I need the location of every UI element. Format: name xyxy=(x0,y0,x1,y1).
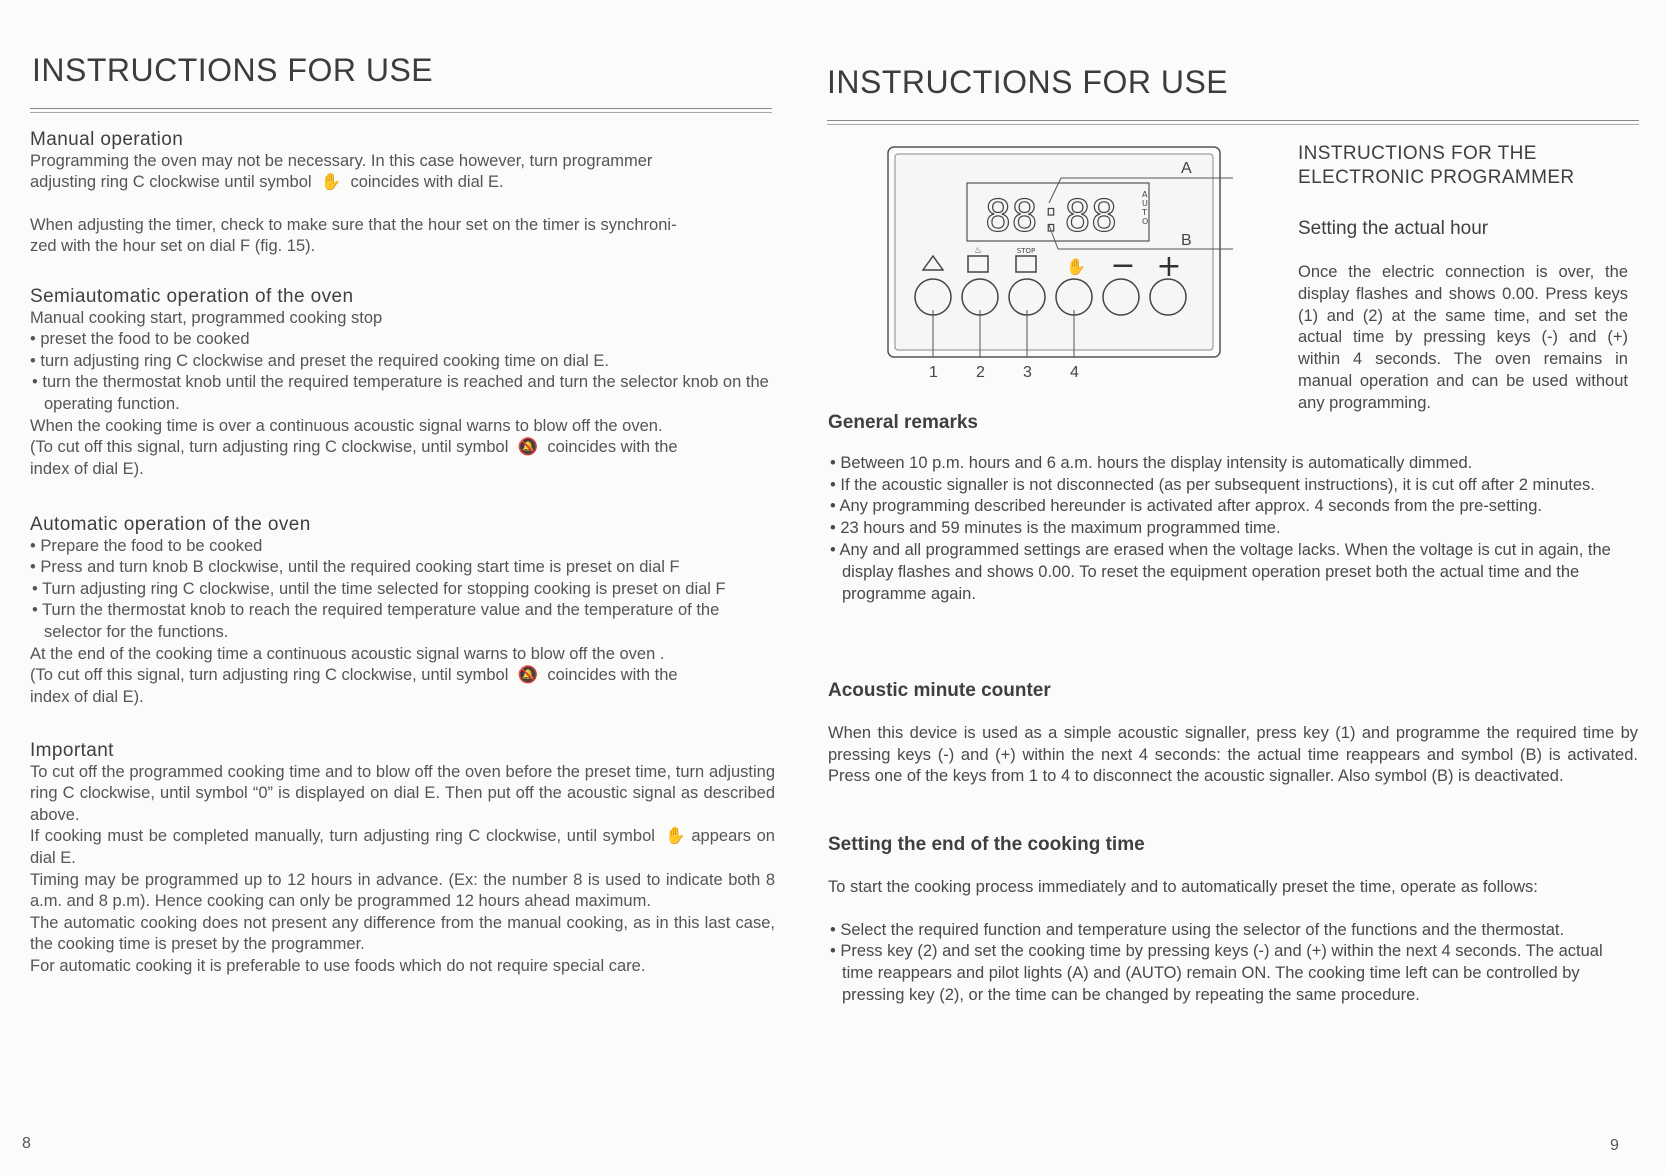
semi-sub: Manual cooking start, programmed cooking stop xyxy=(30,308,383,327)
page-title: INSTRUCTIONS FOR USE xyxy=(32,52,434,88)
endtime-bullet-1: • Select the required function and temperature using the selector of the functions and the thermostat. xyxy=(830,920,1565,939)
programmer-heading-1: INSTRUCTIONS FOR THE xyxy=(1298,143,1537,164)
programmer-sub: Setting the actual hour xyxy=(1298,218,1489,239)
title-rule xyxy=(827,120,1639,121)
auto-bullet-2: • Press and turn knob B clockwise, until the required cooking start time is preset on dial F xyxy=(30,558,680,577)
title-rule-thin xyxy=(827,124,1639,125)
manual-text-3: When adjusting the timer, check to make sure that the hour set on the timer is synchroni- xyxy=(30,215,677,234)
left-page xyxy=(0,0,800,1175)
auto-line-2a: (To cut off this signal, turn adjusting ring C clockwise, until symbol xyxy=(30,666,509,685)
programmer-text: Once the electric connection is over, the display flashes and shows 0.00. Press keys (1) and (2) at the same time, and set the actual time by pressing keys (-) and (+) within 4 seconds. The oven remains in manual operation and can be used without any programming. xyxy=(1298,263,1628,412)
programmer-heading-2: ELECTRONIC PROGRAMMER xyxy=(1298,167,1575,188)
important-section xyxy=(30,740,775,978)
label-a: A xyxy=(1181,160,1192,177)
section-heading: General remarks xyxy=(828,412,978,433)
important-text-5: For automatic cooking it is preferable to use foods which do not require special care. xyxy=(30,956,646,975)
semi-bullet-3: • turn the thermostat knob until the required temperature is reached and turn the selector knob on the operating function. xyxy=(32,373,769,413)
manual-text-2a: adjusting ring C clockwise until symbol xyxy=(30,173,312,192)
auto-line-2b: coincides with the xyxy=(547,666,678,685)
page-number: 9 xyxy=(1610,1137,1619,1154)
hand-symbol-icon: ✋ xyxy=(316,173,346,192)
important-text-2b: appears on dial E. xyxy=(30,827,775,867)
general-bullet-4: • 23 hours and 59 minutes is the maximum programmed time. xyxy=(830,519,1281,538)
bell-off-icon: 🔕 xyxy=(513,438,543,457)
key-number-4: 4 xyxy=(1070,364,1079,381)
minute-section xyxy=(828,680,1638,788)
key-number-1: 1 xyxy=(929,364,938,381)
auto-letter: A xyxy=(1142,190,1148,199)
page-number: 8 xyxy=(22,1135,31,1152)
label-b: B xyxy=(1181,232,1192,249)
endtime-bullet-2: • Press key (2) and set the cooking time by pressing keys (-) and (+) within the next 4 seconds. The actual time reappears and pilot lights (A) and (AUTO) remain ON. The cooking time left can be controlled by pressing key (2), or the time can be changed by repeating the same procedure. xyxy=(830,942,1603,1004)
plus-sign: + xyxy=(1156,249,1182,284)
auto-letter: U xyxy=(1142,199,1148,208)
stop-label: STOP xyxy=(1016,247,1036,255)
general-section xyxy=(828,412,1638,605)
endtime-text: To start the cooking process immediately and to automatically preset the time, operate as follows: xyxy=(828,877,1538,896)
semi-line-3: index of dial E). xyxy=(30,459,144,478)
endtime-section xyxy=(828,834,1638,1007)
manual-section xyxy=(30,129,775,258)
important-text-1: To cut off the programmed cooking time and to blow off the oven before the preset time, turn adjusting ring C clockwise, until symbol “0” is displayed on dial E. Then put off the acoustic signal as described above. xyxy=(30,762,775,824)
auto-line-2 xyxy=(30,665,775,687)
page-title: INSTRUCTIONS FOR USE xyxy=(827,64,1229,100)
important-text-3: Timing may be programmed up to 12 hours in advance. (Ex: the number 8 is used to indicate both 8 a.m. and 8 p.m). Hence cooking can only be programmed 12 hours ahead maximum. xyxy=(30,870,775,911)
semi-line-2a: (To cut off this signal, turn adjusting ring C clockwise, until symbol xyxy=(30,438,509,457)
general-bullet-2: • If the acoustic signaller is not disconnected (as per subsequent instructions), it is cut off after 2 minutes. xyxy=(830,475,1595,494)
section-heading: Setting the end of the cooking time xyxy=(828,834,1145,855)
semi-line-2b: coincides with the xyxy=(547,438,678,457)
manual-text-4: zed with the hour set on dial F (fig. 15). xyxy=(30,237,316,256)
minus-sign: − xyxy=(1110,248,1136,283)
auto-bullet-4: • Turn the thermostat knob to reach the required temperature value and the temperature of the selector for the functions. xyxy=(32,601,720,641)
key-number-2: 2 xyxy=(976,364,985,381)
auto-line-3: index of dial E). xyxy=(30,687,144,706)
programmer-diagram xyxy=(883,145,1233,370)
key-number-3: 3 xyxy=(1023,364,1032,381)
auto-section xyxy=(30,514,775,708)
section-heading: Acoustic minute counter xyxy=(828,680,1051,701)
programmer-heading xyxy=(1298,142,1628,190)
semi-section xyxy=(30,286,775,480)
section-heading: Semiautomatic operation of the oven xyxy=(30,286,354,307)
important-text-2 xyxy=(30,826,775,869)
auto-letter: O xyxy=(1142,217,1149,226)
section-heading: Automatic operation of the oven xyxy=(30,514,311,535)
semi-bullet-2: • turn adjusting ring C clockwise and preset the required cooking time on dial E. xyxy=(30,351,609,370)
manual-text-2b: coincides with dial E. xyxy=(350,173,504,192)
auto-letter: T xyxy=(1142,208,1147,217)
title-rule xyxy=(30,108,772,109)
steam-icon: ♨ xyxy=(973,245,983,255)
important-text-2a: If cooking must be completed manually, turn adjusting ring C clockwise, until symbol xyxy=(30,827,655,846)
bell-off-icon: 🔕 xyxy=(513,666,543,685)
section-heading: Manual operation xyxy=(30,129,184,150)
hand-icon: ✋ xyxy=(1066,259,1086,276)
semi-line-1: When the cooking time is over a continuous acoustic signal warns to blow off the oven. xyxy=(30,416,663,435)
hand-symbol-icon: ✋ xyxy=(660,827,686,846)
manual-text-1: Programming the oven may not be necessary. In this case however, turn programmer xyxy=(30,151,653,170)
semi-line-2 xyxy=(30,437,775,459)
auto-bullet-1: • Prepare the food to be cooked xyxy=(30,536,263,555)
general-bullet-1: • Between 10 p.m. hours and 6 a.m. hours the display intensity is automatically dimmed. xyxy=(830,453,1473,472)
minute-text: When this device is used as a simple acoustic signaller, press key (1) and programme the required time by pressing keys (-) and (+) within the next 4 seconds: the actual time reappears and symbol (B) is activated. Press one of the keys from 1 to 4 to disconnect the acoustic signaller. Also symbol (B) is deactivated. xyxy=(828,723,1638,786)
general-bullet-5: • Any and all programmed settings are erased when the voltage lacks. When the voltage is cut in again, the display flashes and shows 0.00. To reset the equipment operation preset both the actual time and the programme again. xyxy=(830,540,1611,603)
semi-bullet-1: • preset the food to be cooked xyxy=(30,330,250,349)
manual-text-2 xyxy=(30,172,775,194)
important-text-4: The automatic cooking does not present any difference from the manual cooking, as in this last case, the cooking time is preset by the programmer. xyxy=(30,913,775,954)
title-rule-thin xyxy=(30,112,772,113)
auto-bullet-3: • Turn adjusting ring C clockwise, until the time selected for stopping cooking is preset on dial F xyxy=(32,579,726,598)
auto-line-1: At the end of the cooking time a continuous acoustic signal warns to blow off the oven . xyxy=(30,644,665,663)
general-bullet-3: • Any programming described hereunder is activated after approx. 4 seconds from the pre-setting. xyxy=(830,497,1542,516)
section-heading: Important xyxy=(30,740,114,761)
display-digits: 88:88 xyxy=(984,191,1118,242)
